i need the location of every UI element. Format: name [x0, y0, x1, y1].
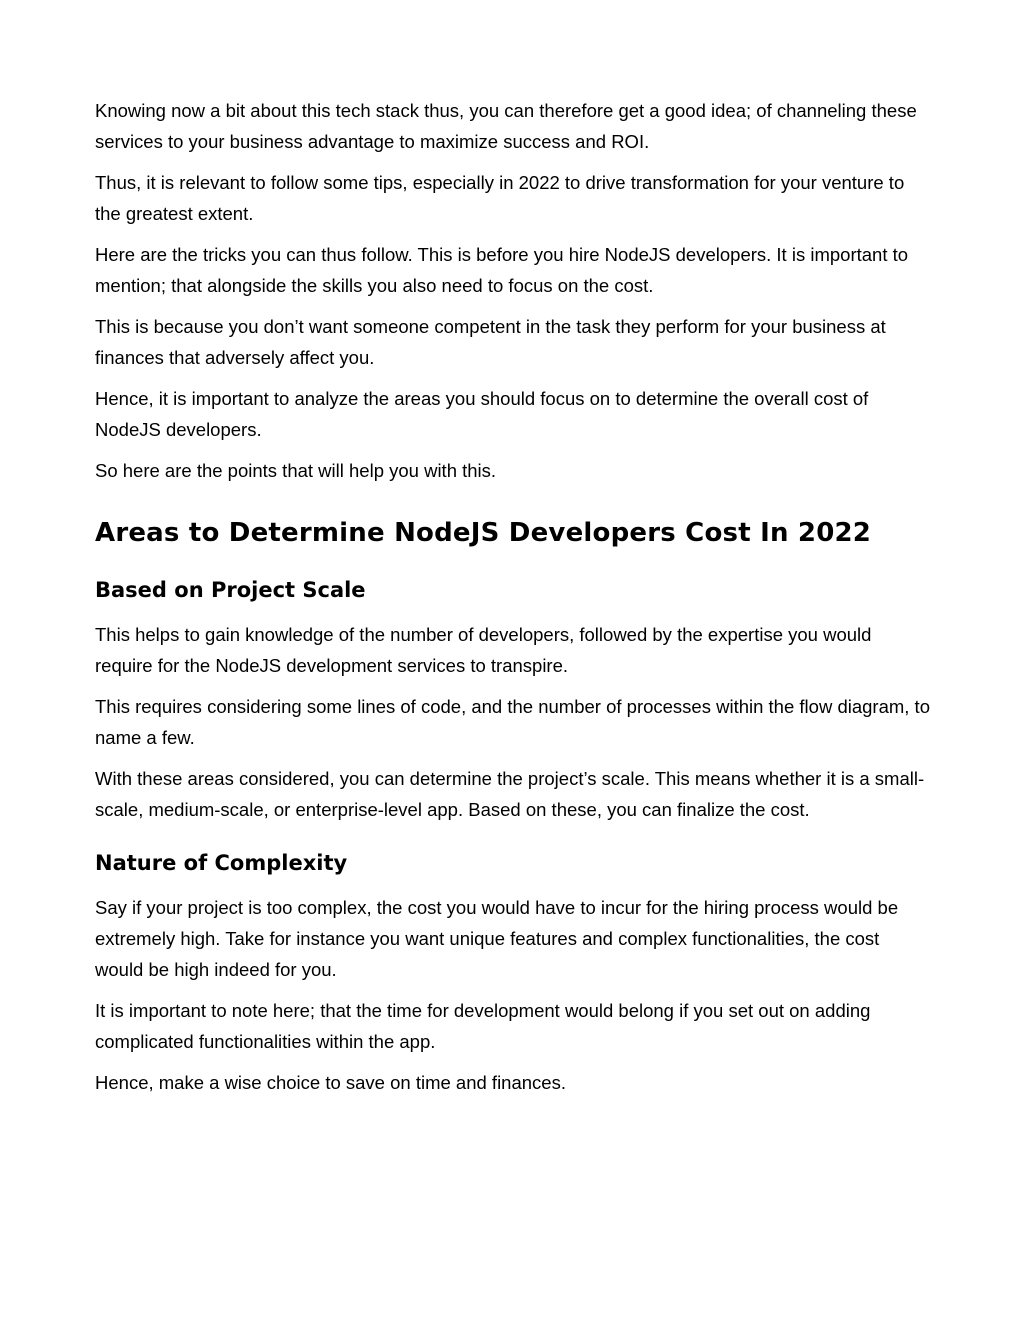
project-scale-paragraph-2: This requires considering some lines of code, and the number of processes within the flow diagram, to name a few. [95, 696, 930, 748]
intro-paragraph-6: So here are the points that will help you with this. [95, 460, 497, 481]
complexity-paragraph-1: Say if your project is too complex, the cost you would have to incur for the hiring process would be extremely high. Take for instance you want unique features and complex functionalities, the cost would be high indeed for you. [95, 897, 899, 980]
main-heading: Areas to Determine NodeJS Developers Cost In 2022 [95, 518, 872, 548]
intro-paragraph-3: Here are the tricks you can thus follow. This is before you hire NodeJS developers. It is important to mention; that alongside the skills you also need to focus on the cost. [95, 244, 909, 296]
section-heading-complexity: Nature of Complexity [95, 851, 348, 875]
intro-paragraph-4: This is because you don’t want someone competent in the task they perform for your business at finances that adversely affect you. [95, 316, 886, 368]
section-heading-project-scale: Based on Project Scale [95, 578, 366, 602]
intro-paragraph-1: Knowing now a bit about this tech stack thus, you can therefore get a good idea; of channeling these services to your business advantage to maximize success and ROI. [95, 100, 917, 152]
document-page [95, 95, 930, 1108]
project-scale-paragraph-3: With these areas considered, you can determine the project’s scale. This means whether it is a small-scale, medium-scale, or enterprise-level app. Based on these, you can finalize the cost. [95, 768, 925, 820]
intro-paragraph-5: Hence, it is important to analyze the areas you should focus on to determine the overall cost of NodeJS developers. [95, 388, 869, 440]
complexity-paragraph-2: It is important to note here; that the time for development would belong if you set out on adding complicated functionalities within the app. [95, 1000, 871, 1052]
complexity-paragraph-3: Hence, make a wise choice to save on time and finances. [95, 1072, 566, 1093]
intro-paragraph-2: Thus, it is relevant to follow some tips, especially in 2022 to drive transformation for your venture to the greatest extent. [95, 172, 905, 224]
project-scale-paragraph-1: This helps to gain knowledge of the number of developers, followed by the expertise you would require for the NodeJS development services to transpire. [95, 624, 872, 676]
